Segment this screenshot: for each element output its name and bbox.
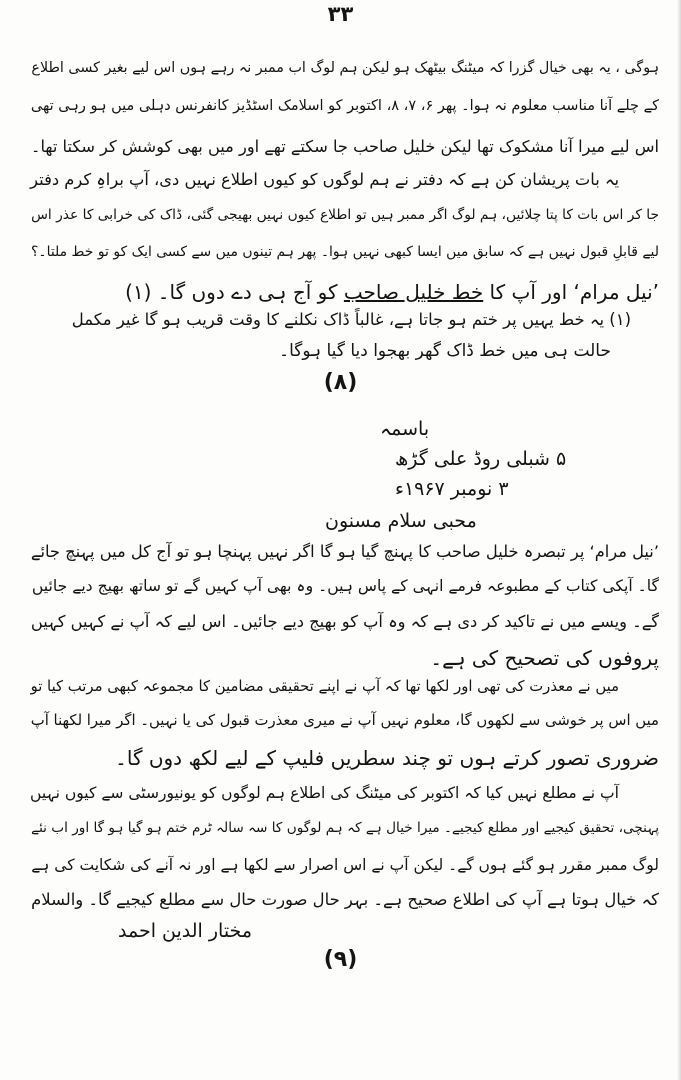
page-number: ۳۳ [327, 2, 354, 26]
text-line: میں اس پر خوشی سے لکھوں گا، معلوم نہیں آپ نے میری معذرت قبول کی یا نہیں۔ اگر میرا لکھنا آپ [30, 712, 659, 729]
paragraph-1 [18, 60, 659, 170]
date-line: ۳ نومبر ۱۹۶۷ء [395, 478, 509, 500]
text-line: لوگ ممبر مقرر ہو گئے ہوں گے۔ لیکن آپ نے اس اصرار سے لکھا ہے اور نہ آنے کی شکایت کی ہے [31, 856, 659, 874]
text-line: پہنچی، تحقیق کیجیے اور مطلع کیجیے۔ میرا خیال ہے کہ ہم لوگوں کا سہ سالہ ٹرم ختم ہو گیا ہو گا اور اب نئے [31, 820, 659, 836]
text-line: کہ خیال ہوتا ہے آپ کی اطلاع صحیح ہے۔ بہر حال صورت حال سے مطلع کیجیے گا۔ والسلام [31, 890, 659, 909]
text-line: ضروری تصور کرتے ہوں تو چند سطریں فلیپ کے لیے لکھ دوں گا۔ [115, 746, 659, 770]
text-line: اس لیے میرا آنا مشکوک تھا لیکن خلیل صاحب جا سکتے تھے اور میں بھی کوشش کر سکتا تھا۔ [30, 137, 659, 156]
footnote-line: حالت ہی میں خط ڈاک گھر بھجوا دیا گیا ہوگا۔ [279, 341, 611, 361]
signature: مختار الدین احمد [118, 920, 252, 942]
salutation: محبی سلام مسنون [325, 510, 477, 532]
paragraph-5 [18, 784, 659, 914]
text-line: گا۔ آپکی کتاب کے مطبوعہ فرمے انہی کے پاس ہیں۔ وہ بھی آپ کہیں گے تو ساتھ بھیج دیے جائیں [31, 577, 659, 595]
text-line: یہ بات پریشان کن ہے کہ دفتر نے ہم لوگوں کو کیوں اطلاع نہیں دی، آپ براہِ کرم دفتر [30, 170, 619, 189]
text-line: میں نے معذرت کی تھی اور لکھا تھا کہ آپ نے اپنے تحقیقی مضامین کا مجموعہ کبھی مرتب کیا تو [30, 678, 619, 695]
footnote [60, 310, 631, 370]
text-line: آپ نے مطلع نہیں کیا کہ اکتوبر کی میٹنگ کی اطلاع ہم لوگوں کو یونیورسٹی سے کیوں نہیں [30, 784, 619, 802]
text-line: گے۔ ویسے میں نے تاکید کر دی ہے کہ وہ آپ کو بھیج دیے جائیں۔ اس لیے کہ آپ نے کہیں کہیں [30, 612, 659, 631]
text-line-with-underline [125, 280, 659, 304]
page-edge-shadow [677, 0, 681, 1080]
text-segment: کو آج ہی دے دوں گا۔ (۱) [125, 280, 344, 304]
letter-number-9: (۹) [323, 947, 358, 972]
underlined-segment: خط خلیل صاحب [343, 280, 484, 304]
text-line: ہوگی ، یہ بھی خیال گزرا کہ میٹنگ بیٹھک ہو لیکن ہم لوگ اب ممبر نہ رہے ہوں اس لیے بغیر کسی اطلاع [31, 60, 659, 76]
paragraph-4 [18, 678, 659, 778]
footnote-line: (۱) یہ خط یہیں پر ختم ہو جاتا ہے، غالباً ڈاک نکلنے کا وقت قریب ہو گا غیر مکمل [71, 310, 631, 329]
text-line: پروفوں کی تصحیح کی ہے۔ [430, 646, 659, 670]
paragraph-2 [18, 170, 659, 310]
text-segment: ’نیل مرام‘ اور آپ کا [483, 280, 659, 304]
bismillah-heading: باسمہ [380, 418, 430, 440]
text-line: جا کر اس بات کا پتا چلائیں، ہم لوگ اگر ممبر ہیں تو اطلاع کیوں نہیں بھیجی گئی، ڈاک کی خرابی کا عذر اس [31, 207, 659, 223]
text-line: لیے قابلِ قبول نہیں ہے کہ سابق میں ایسا کبھی نہیں ہوا۔ پھر ہم تینوں میں سے کسی ایک کو تو خط ملتا۔؟ [31, 244, 659, 260]
letter-number-8: (۸) [323, 370, 358, 395]
address-line: ۵ شبلی روڈ علی گڑھ [395, 448, 567, 470]
text-line: کے چلے آنا مناسب معلوم نہ ہوا۔ پھر ۶، ۷، ۸، اکتوبر کو اسلامک اسٹڈیز کانفرنس دہلی میں ہو رہی تھی [30, 98, 659, 114]
text-line: ’نیل مرام‘ پر تبصرہ خلیل صاحب کا پہنچ گیا ہو گا اگر نہیں پہنچا ہو تو آج کل میں پہنچ جائے [30, 542, 659, 561]
paragraph-3 [18, 542, 659, 672]
